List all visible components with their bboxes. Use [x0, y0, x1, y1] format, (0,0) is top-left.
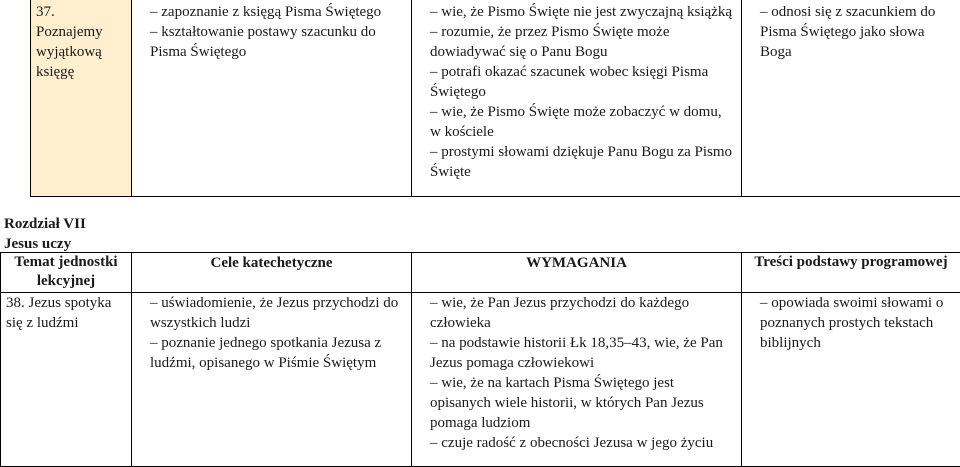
- header-goals: Cele katechetyczne: [210, 255, 333, 271]
- lesson-title-37: [31, 2, 131, 82]
- goal-item: – uświadomienie, że Jezus przychodzi do wszystkich ludzi: [138, 293, 405, 333]
- requirement-item: – potrafi okazać szacunek wobec księgi Pisma Świętego: [418, 62, 735, 102]
- requirement-item: – wie, że na kartach Pisma Świętego jest opisanych wiele historii, w których Pan Jezus pomaga ludziom: [418, 373, 735, 433]
- lesson-title-38: [1, 293, 131, 333]
- header-requirements: WYMAGANIA: [526, 255, 627, 271]
- header-core: Treści podstawy programowej: [754, 254, 948, 270]
- grid-line: [741, 252, 742, 467]
- requirement-item: – prostymi słowami dziękuje Panu Bogu za Pismo Święte: [418, 142, 735, 182]
- core-item: – opowiada swoimi słowami o poznanych prostych tekstach biblijnych: [748, 293, 954, 353]
- header-lesson: Temat jednostki lekcyjnej: [14, 254, 118, 289]
- requirement-item: – rozumie, że przez Pismo Święte może dowiadywać się o Panu Bogu: [418, 22, 735, 62]
- lesson-title-text: 38. Jezus spotyka się z ludźmi: [6, 295, 112, 331]
- core-item: – odnosi się z szacunkiem do Pisma Świętego jako słowa Boga: [748, 2, 954, 62]
- requirements-list-37: [412, 2, 741, 182]
- requirement-item: – czuje radość z obecności Jezusa w jego życiu: [418, 433, 735, 453]
- requirement-item: – na podstawie historii Łk 18,35–43, wie, że Pan Jezus pomaga człowiekowi: [418, 333, 735, 373]
- goal-item: – poznanie jednego spotkania Jezusa z ludźmi, opisanego w Piśmie Świętym: [138, 333, 405, 373]
- chapter-title: Jesus uczy: [4, 236, 72, 252]
- goals-list-37: [132, 2, 411, 62]
- goal-item: – kształtowanie postawy szacunku do Pisma Świętego: [138, 22, 405, 62]
- goals-list-38: [132, 293, 411, 373]
- goal-item: – zapoznanie z księgą Pisma Świętego: [138, 2, 405, 22]
- lesson-title-text: 37. Poznajemy wyjątkową księgę: [36, 4, 103, 80]
- requirement-item: – wie, że Pismo Święte nie jest zwyczajną książką: [418, 2, 735, 22]
- core-list-37: [742, 2, 960, 62]
- requirement-item: – wie, że Pismo Święte może zobaczyć w domu, w kościele: [418, 102, 735, 142]
- requirement-item: – wie, że Pan Jezus przychodzi do każdego człowieka: [418, 293, 735, 333]
- core-list-38: [742, 293, 960, 353]
- chapter-number: Rozdział VII: [4, 216, 86, 232]
- grid-line: [30, 196, 960, 197]
- requirements-list-38: [412, 293, 741, 453]
